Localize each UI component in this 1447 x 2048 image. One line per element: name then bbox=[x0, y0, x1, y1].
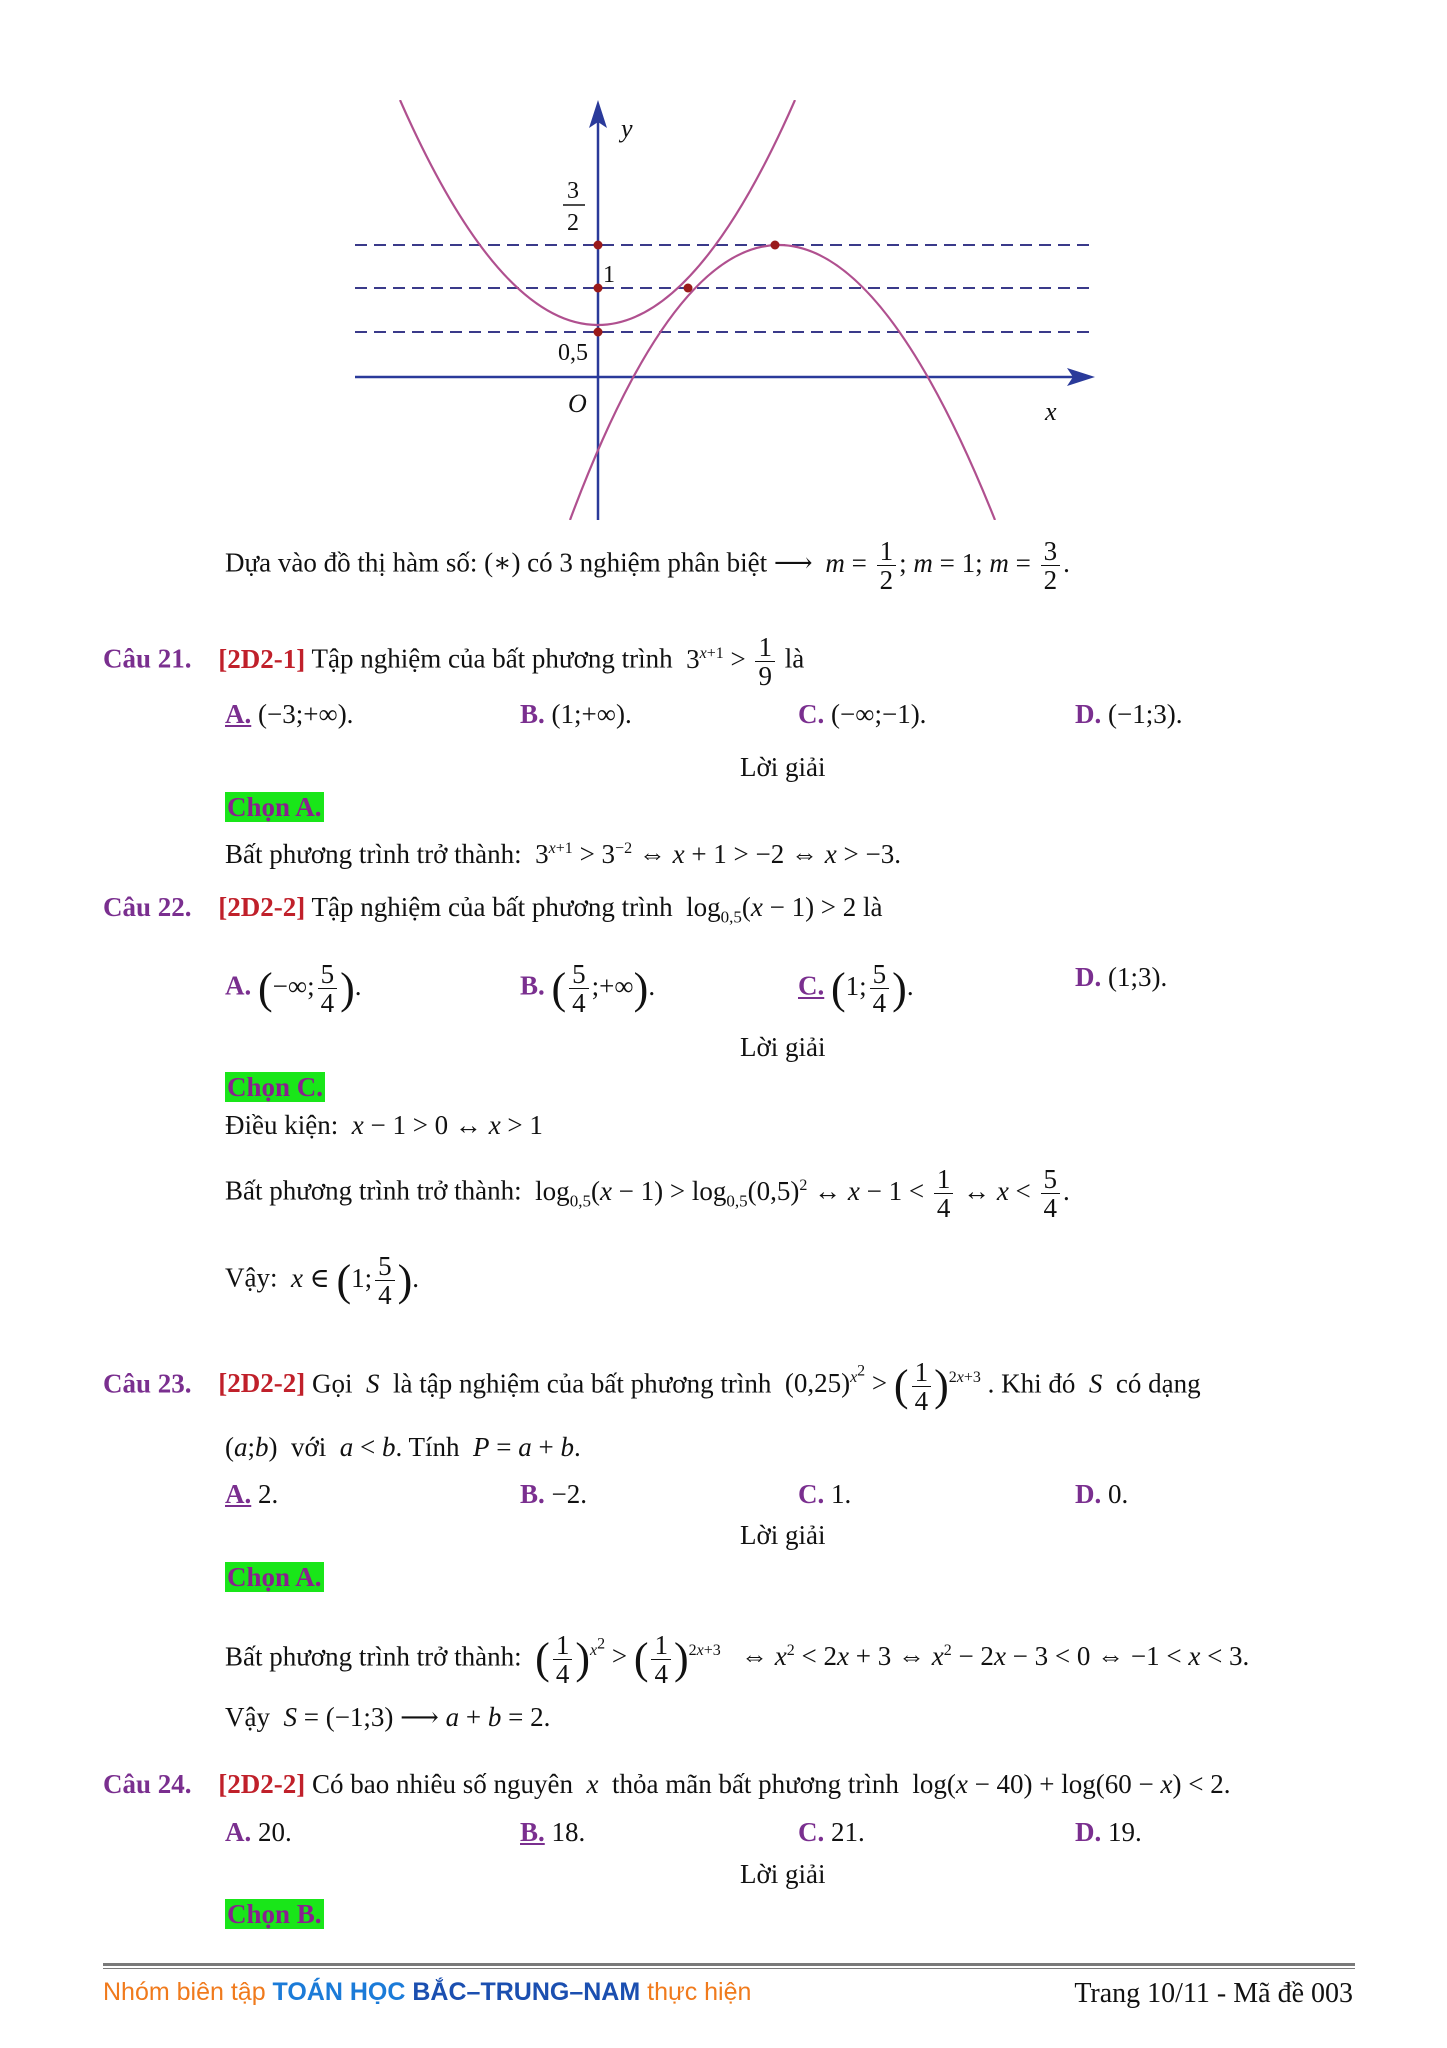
q23-inequality: $(0,25)^{x^2}$ > ( $\frac{1}{4}$ )$^{2x+3}$ bbox=[778, 1356, 981, 1416]
q22-conclusion-lead: Vậy: bbox=[225, 1262, 278, 1293]
q21-option-a-text: (−3;+∞). bbox=[258, 699, 354, 729]
q22-solution bbox=[225, 1165, 1070, 1222]
q23-solution-math: ( $\frac{1}{4}$ )$^{x^2}$ > ( $\frac{1}{4}$ )$^{2x+3}$ ⇔ $x^2 < 2x + 3$ ⇔ $x^2 - 2x - 3 < 0$ ⇔ −1 < x < 3. bbox=[535, 1629, 1250, 1689]
q22-condition-math: x − 1 > 0 ↔ x > 1 bbox=[351, 1110, 543, 1140]
q22-condition bbox=[225, 1108, 543, 1142]
q22-option-b-letter: B. bbox=[520, 970, 545, 1001]
q24-choice bbox=[225, 1897, 324, 1931]
q24-option-d-text: 19. bbox=[1108, 1817, 1142, 1847]
q24-inequality: log(x − 40) + log(60 − x) < 2. bbox=[905, 1769, 1231, 1799]
q22-stem bbox=[103, 890, 883, 934]
q24-option-b-text: 18. bbox=[551, 1817, 586, 1847]
q21-solution-title: Lời giải bbox=[740, 752, 826, 782]
point-vertex bbox=[771, 241, 780, 250]
q22-choice-highlight: Chọn C. bbox=[227, 1072, 324, 1102]
q23-stem-b: là tập nghiệm của bất phương trình bbox=[393, 1368, 772, 1399]
point-intersection bbox=[684, 284, 693, 293]
q24-option-a-text: 20. bbox=[258, 1817, 292, 1847]
footer-left-c: BẮC–TRUNG–NAM bbox=[412, 1978, 641, 2006]
intro-line bbox=[225, 537, 1070, 594]
q23-option-b-text: −2. bbox=[551, 1479, 587, 1509]
footer-left-b: TOÁN HỌC bbox=[272, 1978, 413, 2006]
q21-option-d[interactable] bbox=[1075, 697, 1182, 731]
q23-choice bbox=[225, 1560, 324, 1594]
q22-option-b-math: ( $\frac{5}{4}$ ;+∞). bbox=[551, 959, 656, 1018]
q24-option-b-letter: B. bbox=[520, 1817, 545, 1847]
q23-conclusion bbox=[225, 1700, 550, 1734]
q24-option-d[interactable] bbox=[1075, 1815, 1142, 1849]
footer-page-number: Trang 10/11 - Mã đề 003 bbox=[1074, 1978, 1353, 2009]
q22-tag: [2D2-2] bbox=[218, 892, 306, 922]
q23-option-a-letter: A. bbox=[225, 1479, 252, 1509]
q21-option-b-letter: B. bbox=[520, 699, 545, 729]
q23-var-s: S bbox=[359, 1368, 387, 1399]
q23-option-c-text: 1. bbox=[831, 1479, 852, 1509]
q21-option-d-text: (−1;3). bbox=[1108, 699, 1183, 729]
q22-option-a[interactable] bbox=[225, 960, 362, 1017]
q23-solution-lead: Bất phương trình trở thành: bbox=[225, 1641, 522, 1672]
q21-option-c-letter: C. bbox=[798, 699, 825, 729]
q23-option-d-letter: D. bbox=[1075, 1479, 1102, 1509]
q22-label: Câu 22. bbox=[103, 892, 192, 922]
q22-option-c[interactable] bbox=[798, 960, 914, 1017]
q21-solution bbox=[225, 832, 901, 871]
q23-solution-title: Lời giải bbox=[740, 1520, 826, 1550]
q23-cond: a < b bbox=[339, 1432, 396, 1462]
q22-option-c-letter: C. bbox=[798, 970, 825, 1001]
q24-choice-highlight: Chọn B. bbox=[227, 1899, 322, 1929]
q23-tag: [2D2-2] bbox=[218, 1368, 306, 1399]
footer-left-a: Nhóm biên tập bbox=[103, 1978, 273, 2006]
q24-stem-b: thỏa mãn bất phương trình bbox=[611, 1769, 899, 1799]
q22-solution-lead: Bất phương trình trở thành: bbox=[225, 1175, 522, 1206]
q22-option-d[interactable] bbox=[1075, 960, 1167, 994]
q24-option-c[interactable] bbox=[798, 1815, 865, 1849]
q21-option-c[interactable] bbox=[798, 697, 926, 731]
q22-option-d-text: (1;3). bbox=[1108, 962, 1168, 992]
q24-option-a-letter: A. bbox=[225, 1817, 252, 1847]
q21-stem-text: Tập nghiệm của bất phương trình bbox=[311, 643, 673, 674]
q21-solution-math: $3^{x+1} > 3^{-2}$ ⇔ x + 1 > −2 ⇔ x > −3. bbox=[528, 839, 901, 869]
q21-stem-tail: là bbox=[784, 643, 805, 674]
q24-stem bbox=[103, 1767, 1230, 1801]
q23-option-c-letter: C. bbox=[798, 1479, 825, 1509]
tick-three-halves-num: 3 bbox=[567, 178, 579, 204]
tick-three-halves-den: 2 bbox=[567, 210, 579, 236]
downward-parabola bbox=[570, 245, 995, 520]
q21-option-a-letter: A. bbox=[225, 699, 252, 729]
q22-condition-lead: Điều kiện: bbox=[225, 1110, 339, 1140]
footer-rule bbox=[103, 1963, 1355, 1966]
q24-option-a[interactable] bbox=[225, 1815, 292, 1849]
q23-var-s2: S bbox=[1082, 1368, 1110, 1399]
q24-option-d-letter: D. bbox=[1075, 1817, 1102, 1847]
q22-conclusion-math: x ∈ (1; $\frac{5}{4}$ ). bbox=[290, 1251, 420, 1310]
q23-conclusion-lead: Vậy bbox=[225, 1702, 270, 1732]
q22-solution-math: $\log_{0,5}(x - 1) > \log_{0,5}(0,5)^2$ ↔ x − 1 < $\frac{1}{4}$ ↔ x < $\frac{5}{4}$ . bbox=[528, 1164, 1070, 1223]
q21-solution-lead: Bất phương trình trở thành: bbox=[225, 839, 522, 869]
q21-tag: [2D2-1] bbox=[218, 643, 306, 674]
q23-stem-line2-a: với bbox=[291, 1432, 327, 1462]
q21-choice-highlight: Chọn A. bbox=[227, 792, 322, 822]
point-three-halves-axis bbox=[594, 241, 603, 250]
q23-interval: (a;b) bbox=[225, 1432, 285, 1462]
q23-option-d[interactable] bbox=[1075, 1477, 1128, 1511]
tick-one-label: 1 bbox=[603, 262, 615, 288]
q22-option-a-math: (−∞; $\frac{5}{4}$ ). bbox=[258, 959, 362, 1018]
point-one-axis bbox=[594, 284, 603, 293]
q23-option-c[interactable] bbox=[798, 1477, 851, 1511]
q23-formula: P = a + b. bbox=[473, 1432, 581, 1462]
q22-conclusion bbox=[225, 1252, 419, 1309]
q24-option-b[interactable] bbox=[520, 1815, 585, 1849]
q21-option-b[interactable] bbox=[520, 697, 632, 731]
q22-stem-tail: là bbox=[863, 892, 883, 922]
origin-label: O bbox=[568, 389, 587, 418]
q22-option-a-letter: A. bbox=[225, 970, 252, 1001]
footer-rule-thin bbox=[103, 1968, 1355, 1969]
footer-left-d: thực hiện bbox=[640, 1978, 752, 2006]
q22-option-b[interactable] bbox=[520, 960, 655, 1017]
q23-label: Câu 23. bbox=[103, 1368, 192, 1399]
intro-m-values: m = $\frac{1}{2}$ ; m = 1; m = $\frac{3}{2}$ . bbox=[825, 536, 1070, 595]
x-axis-label: x bbox=[1045, 397, 1057, 426]
q24-solution-title: Lời giải bbox=[740, 1859, 826, 1889]
q21-label: Câu 21. bbox=[103, 643, 192, 674]
q22-stem-text: Tập nghiệm của bất phương trình bbox=[311, 892, 673, 922]
q21-option-d-letter: D. bbox=[1075, 699, 1102, 729]
q21-option-a[interactable] bbox=[225, 697, 353, 731]
q24-option-c-letter: C. bbox=[798, 1817, 825, 1847]
footer-left bbox=[103, 1978, 751, 2007]
q24-stem-text: Có bao nhiêu số nguyên bbox=[312, 1769, 573, 1799]
q22-option-c-math: (1; $\frac{5}{4}$ ). bbox=[831, 959, 914, 1018]
q24-var-x: x bbox=[579, 1769, 606, 1799]
q23-option-a[interactable] bbox=[225, 1477, 278, 1511]
q22-solution-title: Lời giải bbox=[740, 1032, 826, 1062]
q23-option-b[interactable] bbox=[520, 1477, 587, 1511]
function-graph bbox=[355, 100, 1095, 520]
q21-option-c-text: (−∞;−1). bbox=[831, 699, 927, 729]
q23-option-b-letter: B. bbox=[520, 1479, 545, 1509]
q23-choice-highlight: Chọn A. bbox=[227, 1562, 322, 1592]
q23-solution bbox=[225, 1628, 1249, 1688]
q23-stem-line2-b: . Tính bbox=[395, 1432, 460, 1462]
q22-choice bbox=[225, 1070, 325, 1104]
q22-inequality: $\log_{0,5}(x - 1) > 2$ bbox=[679, 892, 857, 927]
y-axis-label: y bbox=[621, 114, 633, 143]
q23-option-a-text: 2. bbox=[258, 1479, 279, 1509]
point-half bbox=[594, 328, 603, 337]
q24-label: Câu 24. bbox=[103, 1769, 192, 1799]
q21-inequality: $3^{x+1}$ > $\frac{1}{9}$ bbox=[679, 644, 778, 674]
intro-text: Dựa vào đồ thị hàm số: (∗) có 3 nghiệm phân biệt ⟶ bbox=[225, 547, 813, 578]
q21-option-b-text: (1;+∞). bbox=[551, 699, 632, 729]
q23-option-d-text: 0. bbox=[1108, 1479, 1129, 1509]
q23-stem bbox=[103, 1355, 1201, 1415]
q23-stem-a: Gọi bbox=[312, 1368, 353, 1399]
q24-option-c-text: 21. bbox=[831, 1817, 865, 1847]
tick-half-label: 0,5 bbox=[558, 340, 588, 366]
q24-tag: [2D2-2] bbox=[218, 1769, 306, 1799]
q23-stem-d: có dạng bbox=[1115, 1368, 1201, 1399]
q23-conclusion-math: S = (−1;3) ⟶ a + b = 2. bbox=[283, 1702, 551, 1732]
q23-stem-line2 bbox=[225, 1430, 581, 1464]
q22-option-d-letter: D. bbox=[1075, 962, 1102, 992]
q21-stem bbox=[103, 633, 804, 690]
q23-stem-c: . Khi đó bbox=[987, 1368, 1076, 1399]
q21-choice bbox=[225, 790, 324, 824]
